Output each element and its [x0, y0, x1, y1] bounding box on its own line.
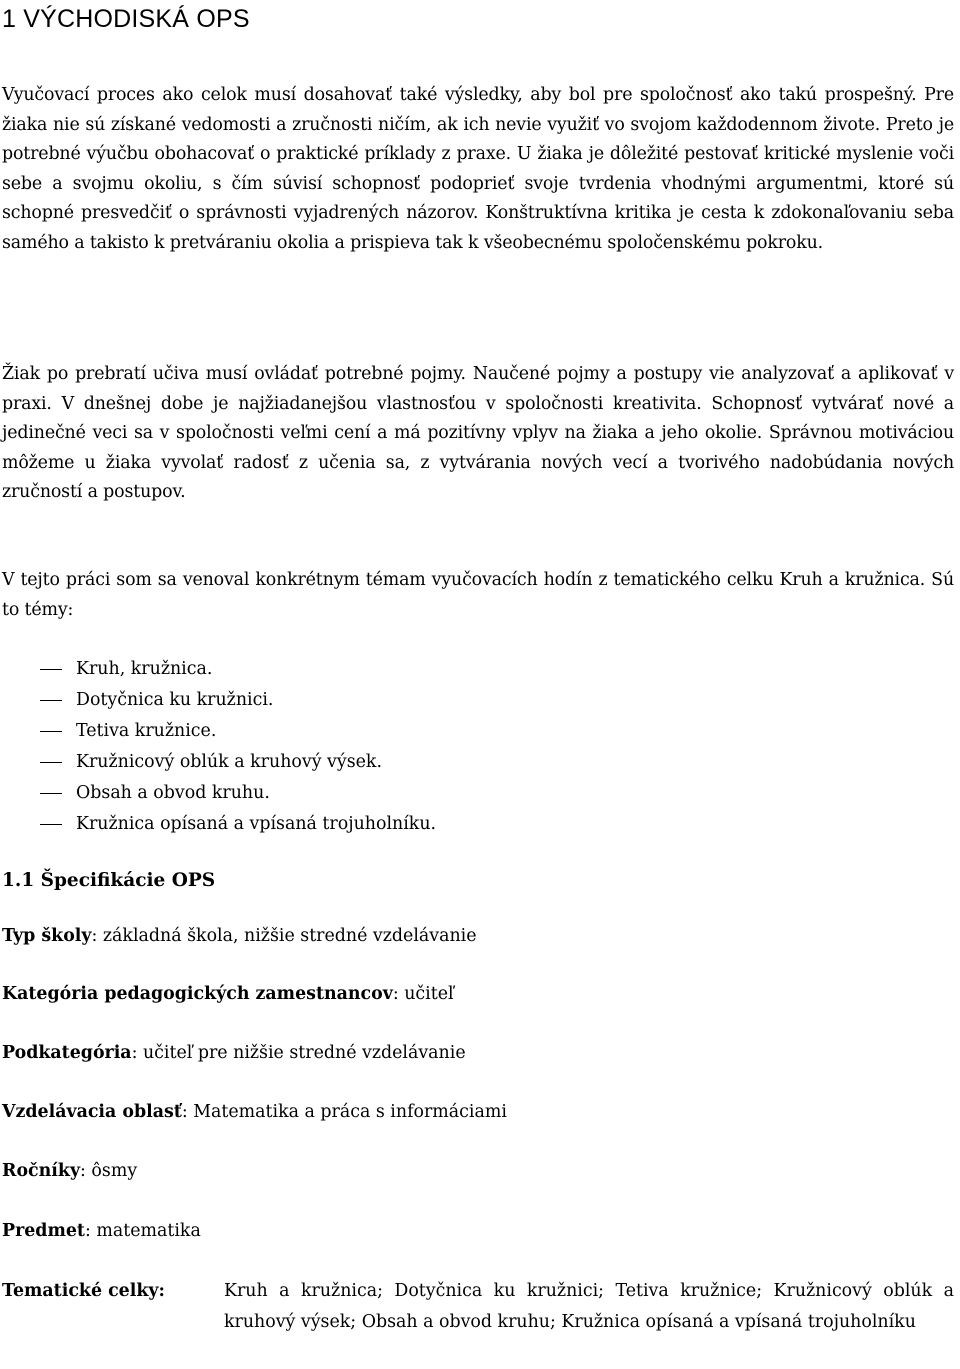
spec-value: : základná škola, nižšie stredné vzdelávanie — [91, 926, 477, 946]
spec-subcategory — [2, 1039, 466, 1069]
spec-value: Kruh a kružnica; Dotyčnica ku kružnici; Tetiva kružnice; Kružnicový oblúk a kruhový výsek; Obsah a obvod kruhu; Kružnica opísaná a vpísaná trojuholníku — [224, 1281, 954, 1332]
subsection-heading: 1.1 Špecifikácie OPS — [2, 870, 216, 891]
spec-key: Typ školy — [2, 926, 92, 946]
spec-thematic-units — [2, 1276, 954, 1337]
spec-value: : matematika — [84, 1221, 201, 1241]
topic-label: Kružnica opísaná a vpísaná trojuholníku. — [76, 814, 437, 834]
topic-label: Kružnicový oblúk a kruhový výsek. — [76, 752, 382, 772]
spec-subject — [2, 1217, 201, 1247]
dash-bullet-icon — [40, 762, 62, 763]
paragraph-intro: Vyučovací proces ako celok musí dosahovať také výsledky, aby bol pre spoločnosť ako takú prospešný. Pre žiaka nie sú získané vedomosti a zručnosti ničím, ak ich nevie využiť vo svojom každodennom živote. Preto je potrebné výučbu obohacovať o praktické príklady z praxe. U žiaka je dôležité pestovať kritické myslenie voči sebe a svojmu okoliu, s čím súvisí schopnosť podoprieť svoje tvrdenia vhodnými argumentmi, ktoré sú schopné presvedčiť o správnosti vyjadrených názorov. Konštruktívna kritika je cesta k zdokonaľovaniu seba samého a takisto k pretváraniu okolia a prispieva tak k všeobecnému spoločenskému pokroku. — [2, 85, 954, 253]
spec-value: : učiteľ pre nižšie stredné vzdelávanie — [131, 1043, 466, 1063]
spec-staff-category — [2, 980, 454, 1010]
dash-bullet-icon — [40, 731, 62, 732]
list-item — [2, 716, 436, 747]
topic-list — [2, 654, 436, 840]
spec-key: Kategória pedagogických zamestnancov — [2, 984, 393, 1004]
paragraph-skills: Žiak po prebratí učiva musí ovládať potrebné pojmy. Naučené pojmy a postupy vie analyzovať a aplikovať v praxi. V dnešnej dobe je najžiadanejšou vlastnosťou v spoločnosti kreativita. Schopnosť vytvárať nové a jedinečné veci sa v spoločnosti veľmi cení a má pozitívny vplyv na žiaka a jeho okolie. Správnou motiváciou môžeme u žiaka vyvolať radosť z učenia sa, z vytvárania nových vecí a tvorivého nadobúdania nových zručností a postupov. — [2, 364, 954, 502]
list-item — [2, 685, 436, 716]
spec-education-area — [2, 1098, 507, 1128]
spec-key: Tematické celky: — [2, 1281, 165, 1301]
topic-label: Obsah a obvod kruhu. — [76, 783, 270, 803]
spec-key: Ročníky — [2, 1161, 81, 1181]
topic-label: Kruh, kružnica. — [76, 659, 213, 679]
topic-label: Dotyčnica ku kružnici. — [76, 690, 274, 710]
list-item — [2, 747, 436, 778]
dash-bullet-icon — [40, 669, 62, 670]
spec-key: Podkategória — [2, 1043, 132, 1063]
spec-value: : ôsmy — [80, 1161, 138, 1181]
dash-bullet-icon — [40, 793, 62, 794]
list-item — [2, 778, 436, 809]
spec-key: Predmet — [2, 1221, 85, 1241]
spec-value: : Matematika a práca s informáciami — [181, 1102, 507, 1122]
dash-bullet-icon — [40, 700, 62, 701]
dash-bullet-icon — [40, 824, 62, 825]
spec-value: : učiteľ — [392, 984, 454, 1004]
paragraph-topics-intro: V tejto práci som sa venoval konkrétnym témam vyučovacích hodín z tematického celku Kruh a kružnica. Sú to témy: — [2, 570, 954, 620]
spec-grades — [2, 1157, 137, 1187]
spec-key: Vzdelávacia oblasť — [2, 1102, 182, 1122]
section-heading: 1 VÝCHODISKÁ OPS — [2, 5, 250, 33]
list-item — [2, 654, 436, 685]
spec-school-type — [2, 922, 477, 952]
list-item — [2, 809, 436, 840]
topic-label: Tetiva kružnice. — [76, 721, 217, 741]
